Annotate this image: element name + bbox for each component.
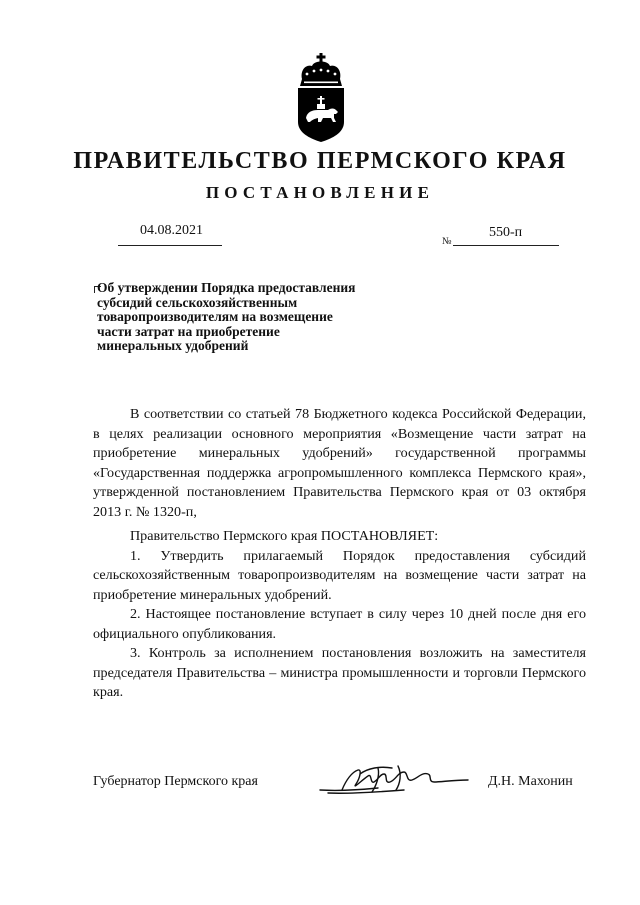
subject-line: товаропроизводителям на возмещение: [97, 309, 333, 324]
document-body: [93, 405, 586, 703]
subject-line: Об утверждении Порядка предоставления: [97, 280, 356, 295]
handwritten-signature: [318, 760, 470, 800]
government-title: ПРАВИТЕЛЬСТВО ПЕРМСКОГО КРАЯ: [73, 148, 567, 174]
date-underline: [118, 245, 222, 246]
signatory-name: Д.Н. Махонин: [488, 774, 573, 789]
paragraph-item-3: 3. Контроль за исполнением постановления возложить на заместителя председателя Правительства – министра промышленности и торговли Пермского края.: [93, 645, 586, 700]
subject-line: минеральных удобрений: [97, 338, 249, 353]
document-number: 550-п: [489, 225, 523, 240]
subject-line: части затрат на приобретение: [97, 323, 280, 339]
paragraph-item-2: 2. Настоящее постановление вступает в силу через 10 дней после дня его официального опубликования.: [93, 606, 586, 642]
number-underline: [453, 245, 559, 246]
paragraph-preamble: В соответствии со статьей 78 Бюджетного кодекса Российской Федерации, в целях реализации основного мероприятия «Возмещение части затрат на приобретение минеральных удобрений» государственной программы «Государственная поддержка агропромышленного комплекса Пермского края», утвержденной постановлением Правительства Пермского края от 03 октября 2013 г. № 1320-п,: [93, 406, 586, 520]
document-subject: [97, 281, 427, 354]
paragraph-item-1: 1. Утвердить прилагаемый Порядок предоставления субсидий сельскохозяйственным товаропроизводителям на возмещение части затрат на приобретение минеральных удобрений.: [93, 547, 586, 603]
paragraph-resolves: Правительство Пермского края ПОСТАНОВЛЯЕТ:: [130, 528, 439, 544]
subject-line: субсидий сельскохозяйственным: [97, 294, 298, 310]
signatory-position: Губернатор Пермского края: [93, 774, 258, 789]
coat-of-arms-icon: [290, 52, 352, 144]
number-sign: №: [442, 236, 452, 247]
document-date: 04.08.2021: [140, 223, 203, 238]
document-type: ПОСТАНОВЛЕНИЕ: [205, 183, 435, 202]
